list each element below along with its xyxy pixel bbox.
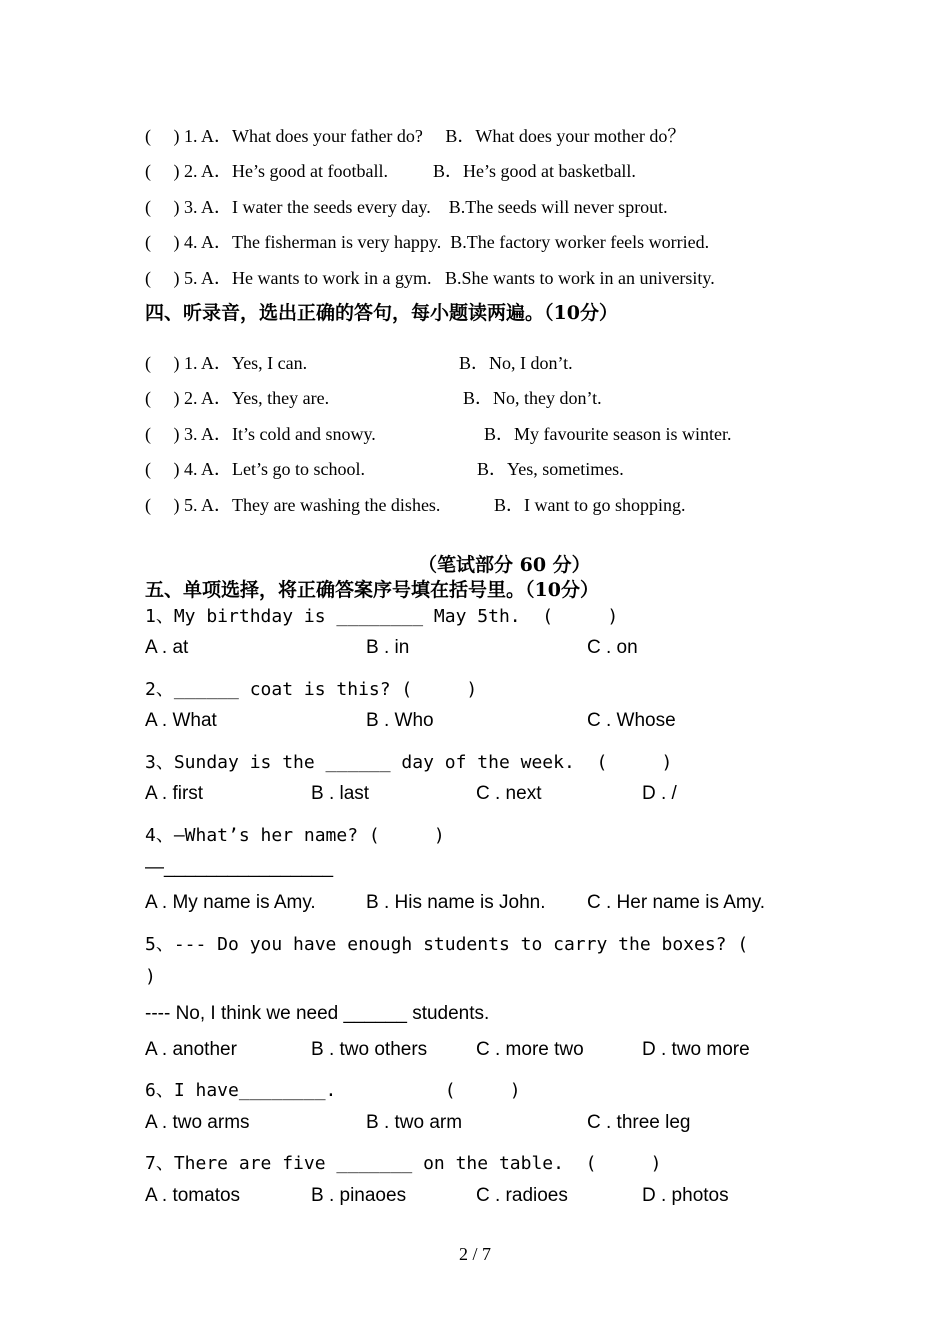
question-5-reply: ---- No, I think we need ______ students. [145,1003,490,1024]
list-item: ( ) 1. A．What does your father do? B．What does your mother do？ [145,126,686,146]
option-b: B．No, they don’t. [463,388,602,408]
option-a: ( ) 5. A．They are washing the dishes. [145,495,441,515]
option-d: D . / [642,783,677,804]
option-c: C . on [587,637,638,658]
question-5: 5、--- Do you have enough students to carry the boxes? ( [145,934,749,955]
option-c: C . Whose [587,710,676,731]
section5-heading: 五、单项选择，将正确答案序号填在括号里。（10分） [145,579,599,601]
option-b: B．No, I don’t. [459,353,573,373]
option-a: A . tomatos [145,1185,241,1206]
option-c: C . radioes [476,1185,568,1206]
option-a: ( ) 3. A．It’s cold and snowy. [145,424,376,444]
question-4: 4、—What’s her name? ( ) [145,825,445,846]
question-6: 6、I have________. ( ) [145,1080,521,1101]
question-3: 3、Sunday is the ______ day of the week. ( ) [145,752,673,773]
question-5-cont: ) [145,966,156,987]
list-item: ( ) 5. A．He wants to work in a gym. B.She wants to work in an university. [145,268,715,288]
option-b: B . pinaoes [311,1185,407,1206]
list-item: ( ) 4. A．The fisherman is very happy. B.The factory worker feels worried. [145,232,710,252]
option-a: A . at [145,637,189,658]
option-a: A . two arms [145,1112,250,1133]
option-d: D . two more [642,1039,750,1060]
option-c: C . more two [476,1039,584,1060]
option-b: B . His name is John. [366,892,546,913]
section4-heading: 四、听录音，选出正确的答句，每小题读两遍。（10分） [145,302,618,324]
list-item: ( ) 3. A．I water the seeds every day. B.The seeds will never sprout. [145,197,668,217]
option-b: B．Yes, sometimes. [477,459,624,479]
option-a: ( ) 4. A．Let’s go to school. [145,459,365,479]
option-b: B．My favourite season is winter. [484,424,732,444]
list-item: ( ) 2. A．He’s good at football. B．He’s good at basketball. [145,161,636,181]
option-a: A . What [145,710,217,731]
option-a: A . another [145,1039,237,1060]
option-b: B . two others [311,1039,428,1060]
option-a: ( ) 2. A．Yes, they are. [145,388,330,408]
option-b: B．I want to go shopping. [494,495,686,515]
option-c: C . three leg [587,1112,691,1133]
page-number: 2 / 7 [458,1244,491,1264]
written-title: （笔试部分 60 分） [418,554,591,576]
option-c: C . next [476,783,542,804]
option-a: A . My name is Amy. [145,892,316,913]
option-b: B . in [366,637,410,658]
option-c: C . Her name is Amy. [587,892,766,913]
question-2: 2、______ coat is this? ( ) [145,679,478,700]
option-b: B . two arm [366,1112,463,1133]
question-1: 1、My birthday is ________ May 5th. ( ) [145,606,619,627]
option-a: A . first [145,783,204,804]
option-d: D . photos [642,1185,729,1206]
answer-line: —________________ [145,857,334,878]
question-7: 7、There are five _______ on the table. ( ) [145,1153,662,1174]
option-b: B . last [311,783,370,804]
option-a: ( ) 1. A．Yes, I can. [145,353,308,373]
option-b: B . Who [366,710,434,731]
